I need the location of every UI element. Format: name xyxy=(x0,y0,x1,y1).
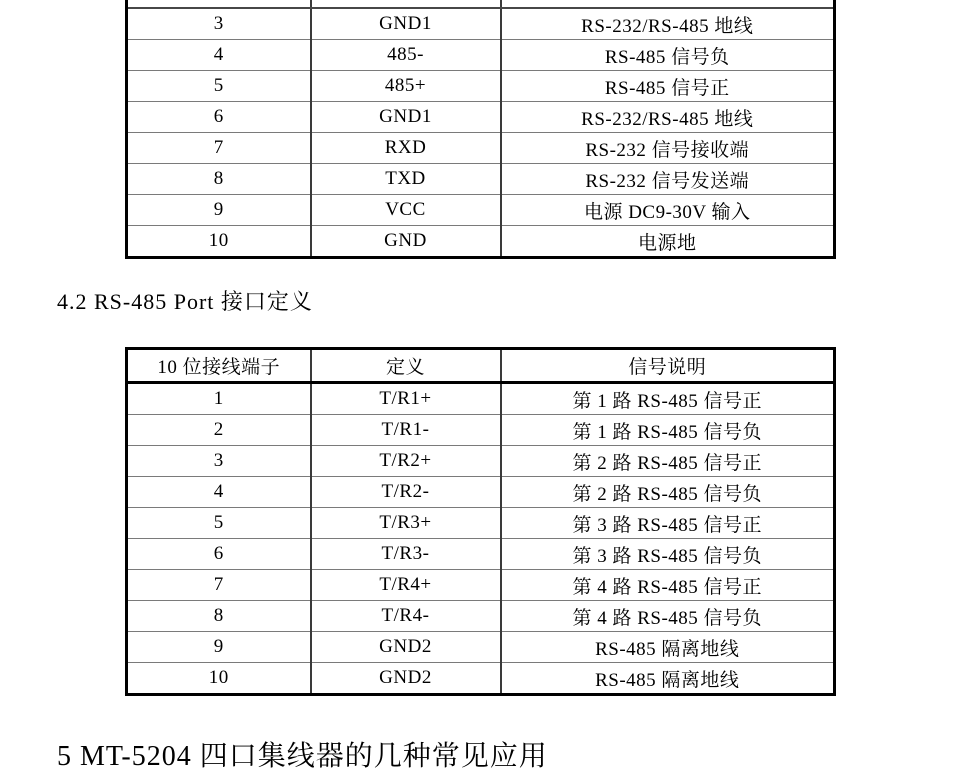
description-cell: RS-485 信号负 xyxy=(501,40,835,71)
table-row xyxy=(127,508,835,539)
table-row xyxy=(127,195,835,226)
definition-cell: T/R1- xyxy=(311,415,501,446)
table-row xyxy=(127,383,835,415)
table-row xyxy=(127,663,835,695)
description-cell: RS-232 信号发送端 xyxy=(501,164,835,195)
pin-cell: 5 xyxy=(127,71,311,102)
definition-cell: T/R3+ xyxy=(311,508,501,539)
definition-cell: T/R1+ xyxy=(311,383,501,415)
definition-cell: VCC xyxy=(311,195,501,226)
pin-cell: 6 xyxy=(127,539,311,570)
pin-cell: 5 xyxy=(127,508,311,539)
definition-cell: T/R2- xyxy=(311,477,501,508)
table-row xyxy=(127,71,835,102)
table-row xyxy=(127,8,835,40)
table-row xyxy=(127,446,835,477)
pin-cell: 2 xyxy=(127,415,311,446)
table-row xyxy=(127,632,835,663)
definition-cell: T/R3- xyxy=(311,539,501,570)
definition-cell: GND2 xyxy=(311,632,501,663)
table-header-row xyxy=(127,349,835,383)
pin-cell: 9 xyxy=(127,632,311,663)
pin-cell: 7 xyxy=(127,570,311,601)
section-heading-4-2: 4.2 RS-485 Port 接口定义 xyxy=(57,289,313,314)
table-row xyxy=(127,226,835,258)
definition-cell: 485- xyxy=(311,40,501,71)
description-cell: 第 4 路 RS-485 信号负 xyxy=(501,601,835,632)
table-row xyxy=(127,570,835,601)
pin-cell xyxy=(127,0,311,8)
rs485-port-pin-table xyxy=(125,347,836,696)
pin-cell: 3 xyxy=(127,446,311,477)
pin-cell: 9 xyxy=(127,195,311,226)
pin-cell: 3 xyxy=(127,8,311,40)
table-row xyxy=(127,164,835,195)
definition-cell xyxy=(311,0,501,8)
description-cell: RS-485 隔离地线 xyxy=(501,663,835,695)
definition-cell: GND1 xyxy=(311,102,501,133)
definition-cell: GND xyxy=(311,226,501,258)
table-row xyxy=(127,477,835,508)
table-row xyxy=(127,601,835,632)
description-cell: 电源 DC9-30V 输入 xyxy=(501,195,835,226)
definition-cell: GND1 xyxy=(311,8,501,40)
rs232-port-pin-table xyxy=(125,0,836,259)
description-cell: RS-485 信号正 xyxy=(501,71,835,102)
pin-cell: 10 xyxy=(127,226,311,258)
description-cell: 电源地 xyxy=(501,226,835,258)
table-row xyxy=(127,133,835,164)
description-cell: RS-232 信号接收端 xyxy=(501,133,835,164)
description-cell: 第 3 路 RS-485 信号负 xyxy=(501,539,835,570)
pin-cell: 8 xyxy=(127,601,311,632)
section-heading-5: 5 MT-5204 四口集线器的几种常见应用 xyxy=(57,741,548,772)
definition-cell: T/R4- xyxy=(311,601,501,632)
description-header-cell: 信号说明 xyxy=(501,349,835,383)
definition-cell: T/R4+ xyxy=(311,570,501,601)
pin-cell: 4 xyxy=(127,40,311,71)
description-cell: RS-232/RS-485 地线 xyxy=(501,8,835,40)
pin-cell: 4 xyxy=(127,477,311,508)
pin-cell: 8 xyxy=(127,164,311,195)
definition-cell: RXD xyxy=(311,133,501,164)
description-cell: 第 2 路 RS-485 信号负 xyxy=(501,477,835,508)
pin-cell: 1 xyxy=(127,383,311,415)
pin-cell: 6 xyxy=(127,102,311,133)
description-cell: RS-232/RS-485 地线 xyxy=(501,102,835,133)
pin-cell: 10 xyxy=(127,663,311,695)
description-cell: 第 4 路 RS-485 信号正 xyxy=(501,570,835,601)
description-cell: 第 3 路 RS-485 信号正 xyxy=(501,508,835,539)
description-cell: RS-485 隔离地线 xyxy=(501,632,835,663)
table-row xyxy=(127,539,835,570)
definition-header-cell: 定义 xyxy=(311,349,501,383)
pin-cell: 7 xyxy=(127,133,311,164)
table-row xyxy=(127,102,835,133)
table-row-clipped xyxy=(127,0,835,8)
description-cell: 第 1 路 RS-485 信号正 xyxy=(501,383,835,415)
description-cell: 第 1 路 RS-485 信号负 xyxy=(501,415,835,446)
definition-cell: TXD xyxy=(311,164,501,195)
description-cell: 第 2 路 RS-485 信号正 xyxy=(501,446,835,477)
table-row xyxy=(127,415,835,446)
definition-cell: 485+ xyxy=(311,71,501,102)
description-cell xyxy=(501,0,835,8)
definition-cell: T/R2+ xyxy=(311,446,501,477)
definition-cell: GND2 xyxy=(311,663,501,695)
terminal-header-cell: 10 位接线端子 xyxy=(127,349,311,383)
table-row xyxy=(127,40,835,71)
